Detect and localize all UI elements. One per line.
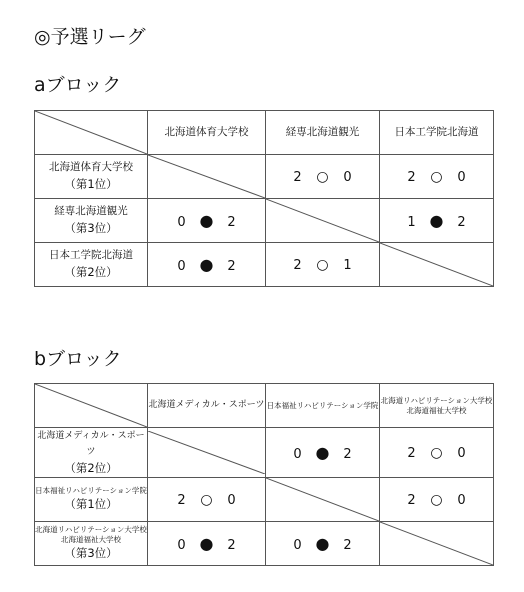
result-mark: ● — [199, 211, 214, 230]
score-left: 2 — [177, 492, 186, 508]
result-mark: ● — [429, 211, 444, 230]
self-match-cell — [266, 199, 380, 243]
team-rank: （第1位） — [64, 176, 118, 191]
score-left: 1 — [407, 215, 416, 230]
team-name: 北海道リハビリテーション大学校 北海道福祉大学校 — [35, 524, 147, 544]
self-match-cell — [380, 243, 494, 287]
match-score-cell — [266, 155, 380, 199]
result-mark: ● — [199, 534, 214, 554]
result-mark: ● — [315, 534, 330, 554]
score-right: 2 — [457, 215, 466, 230]
score-left: 0 — [293, 447, 302, 463]
col-head-team-1: 北海道メディカル・スポーツ — [148, 384, 266, 428]
score-left: 2 — [293, 257, 302, 273]
table-row — [35, 428, 494, 478]
header-row — [35, 384, 494, 428]
score-right: 0 — [343, 169, 352, 185]
score-left: 2 — [407, 169, 416, 185]
team-rank: （第2位） — [64, 460, 118, 475]
score-right: 0 — [457, 492, 466, 508]
result-mark: ○ — [200, 491, 213, 508]
score-right: 1 — [343, 257, 352, 273]
score-left: 0 — [177, 259, 186, 274]
team-name: 日本福祉リハビリテーション学院 — [35, 485, 147, 495]
score-right: 2 — [227, 215, 236, 230]
match-score-cell — [148, 522, 266, 566]
table-row — [35, 522, 494, 566]
score-right: 0 — [457, 445, 466, 461]
score-left: 0 — [177, 215, 186, 230]
result-mark: ○ — [430, 168, 443, 185]
result-mark: ● — [199, 255, 214, 274]
score-right: 0 — [457, 169, 466, 185]
match-score-cell — [148, 243, 266, 287]
row-head-team-2 — [35, 478, 148, 522]
score-right: 2 — [227, 259, 236, 274]
row-head-team-2 — [35, 199, 148, 243]
match-score-cell — [148, 478, 266, 522]
team-rank: （第2位） — [64, 264, 118, 279]
match-score-cell — [380, 428, 494, 478]
team-rank: （第1位） — [64, 496, 118, 511]
score-left: 2 — [293, 169, 302, 185]
score-right: 0 — [227, 492, 236, 508]
self-match-cell — [380, 522, 494, 566]
corner-cell — [35, 111, 148, 155]
col-head-team-1: 北海道体育大学校 — [148, 111, 266, 155]
corner-cell — [35, 384, 148, 428]
match-score-cell — [266, 522, 380, 566]
row-head-team-1 — [35, 428, 148, 478]
block-a-table — [34, 110, 494, 287]
block-b-heading: bブロック — [34, 348, 122, 370]
col-head-team-3: 日本工学院北海道 — [380, 111, 494, 155]
team-name: 北海道体育大学校 — [49, 160, 133, 173]
score-left: 2 — [407, 445, 416, 461]
row-head-team-3 — [35, 243, 148, 287]
result-mark: ○ — [430, 491, 443, 508]
col-head-team-2: 日本福祉リハビリテーション学院 — [266, 384, 380, 428]
page-title: ◎予選リーグ — [34, 26, 146, 48]
team-rank: （第3位） — [64, 220, 118, 235]
score-left: 0 — [177, 538, 186, 554]
score-left: 2 — [407, 492, 416, 508]
col-head-team-3: 北海道リハビリテーション大学校 北海道福祉大学校 — [380, 384, 494, 428]
team-rank: （第3位） — [64, 546, 118, 560]
team-name: 経専北海道観光 — [54, 204, 128, 217]
match-score-cell — [148, 199, 266, 243]
self-match-cell — [266, 478, 380, 522]
match-score-cell — [380, 199, 494, 243]
table-row — [35, 243, 494, 287]
header-row — [35, 111, 494, 155]
match-score-cell — [266, 428, 380, 478]
result-mark: ○ — [430, 444, 443, 461]
block-a-heading: aブロック — [34, 74, 122, 96]
match-score-cell — [266, 243, 380, 287]
team-name: 北海道メディカル・スポーツ — [37, 431, 145, 457]
score-right: 2 — [343, 538, 352, 554]
table-row — [35, 478, 494, 522]
match-score-cell — [380, 478, 494, 522]
table-row — [35, 155, 494, 199]
block-b-table — [34, 383, 494, 566]
result-mark: ● — [315, 443, 330, 463]
result-mark: ○ — [316, 168, 329, 185]
score-right: 2 — [343, 447, 352, 463]
col-head-team-2: 経専北海道観光 — [266, 111, 380, 155]
team-name: 日本工学院北海道 — [49, 248, 133, 261]
table-row — [35, 199, 494, 243]
match-score-cell — [380, 155, 494, 199]
self-match-cell — [148, 155, 266, 199]
score-left: 0 — [293, 538, 302, 554]
row-head-team-3 — [35, 522, 148, 566]
result-mark: ○ — [316, 256, 329, 273]
score-right: 2 — [227, 538, 236, 554]
self-match-cell — [148, 428, 266, 478]
row-head-team-1 — [35, 155, 148, 199]
